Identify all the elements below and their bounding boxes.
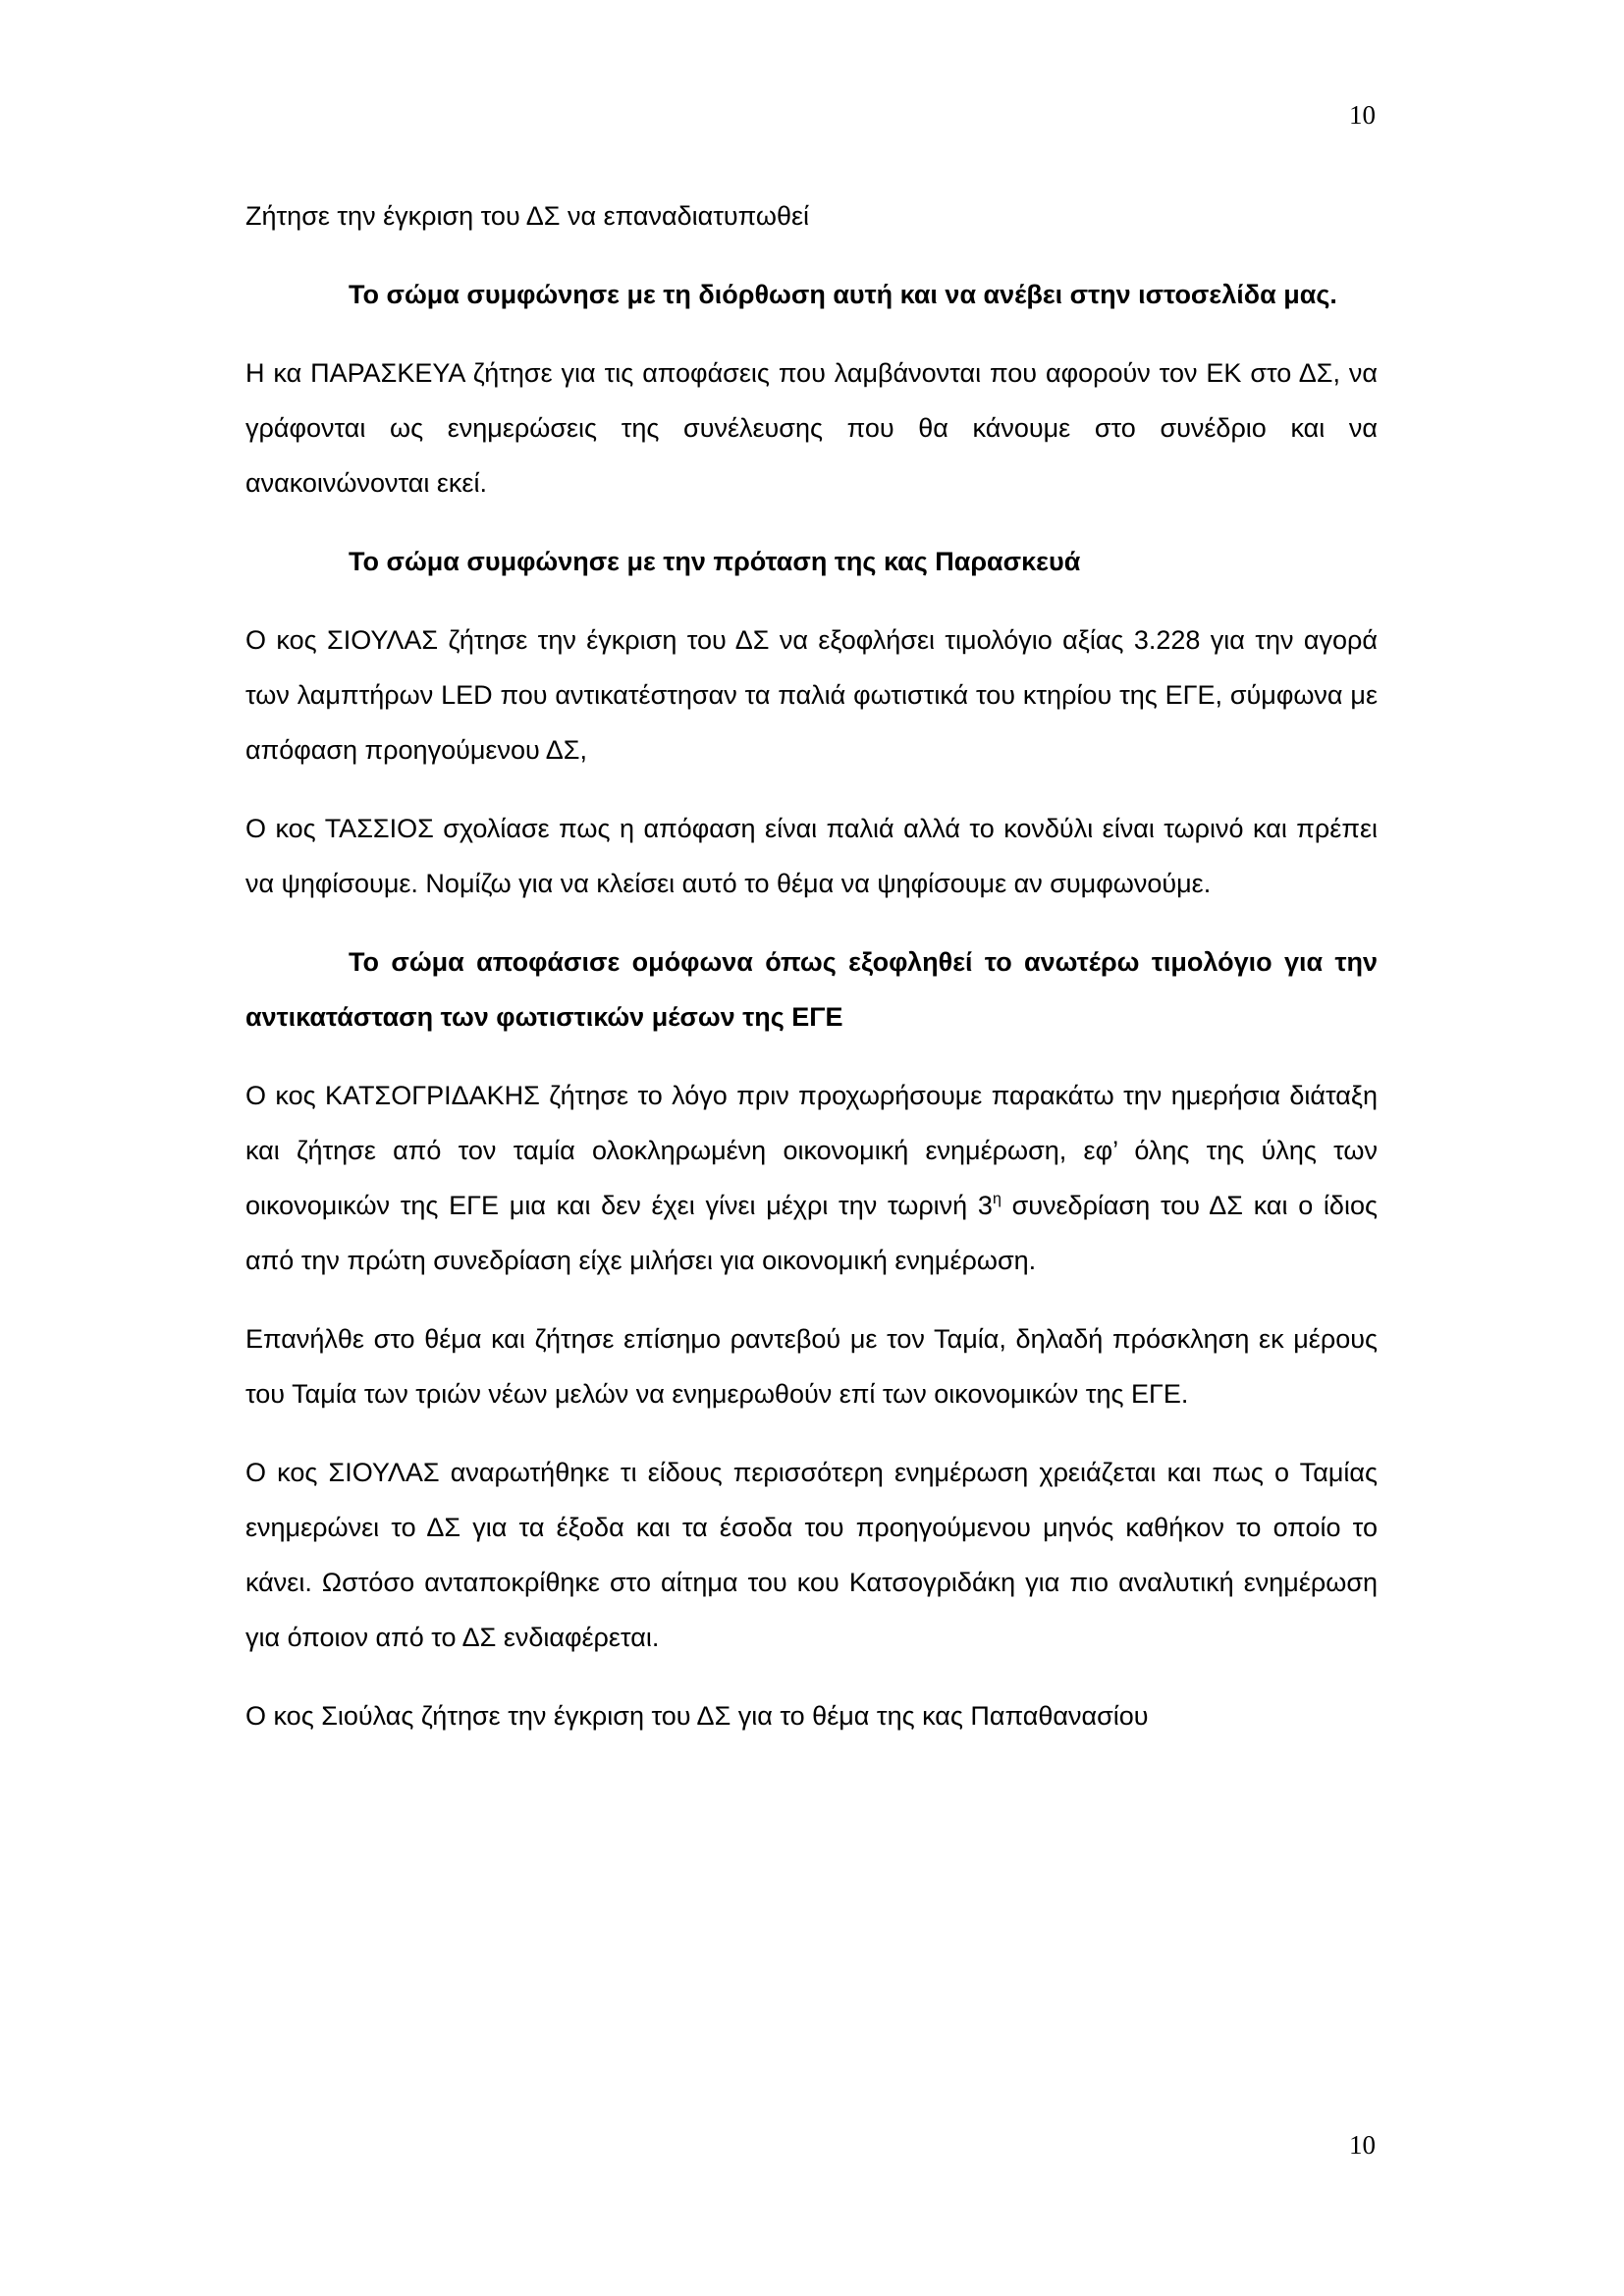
paragraph-tassios-comment: Ο κος ΤΑΣΣΙΟΣ σχολίασε πως η απόφαση είναι παλιά αλλά το κονδύλι είναι τωρινό και πρέπει να ψηφίσουμε. Νομίζω για να κλείσει αυτό το θέμα να ψηφίσουμε αν συμφωνούμε. (245, 814, 1378, 898)
page-number-bottom: 10 (1349, 2130, 1376, 2160)
paragraph-request-rewording: Ζήτησε την έγκριση του ΔΣ να επαναδιατυπωθεί (245, 201, 810, 231)
document-body (245, 188, 1378, 1767)
paragraph-sioulas-response: Ο κος ΣΙΟΥΛΑΣ αναρωτήθηκε τι είδους περισσότερη ενημέρωση χρειάζεται και πως ο Ταμίας ενημερώνει το ΔΣ για τα έξοδα και τα έσοδα του προηγούμενου μηνός καθήκον το οποίο το κάνει. Ωστόσο ανταποκρίθηκε στο αίτημα του κου Κατσογριδάκη για πιο αναλυτική ενημέρωση για όποιον από το ΔΣ ενδιαφέρεται. (245, 1458, 1378, 1652)
paragraph-sioulas-invoice: Ο κος ΣΙΟΥΛΑΣ ζήτησε την έγκριση του ΔΣ να εξοφλήσει τιμολόγιο αξίας 3.228 για την αγορά των λαμπτήρων LED που αντικατέστησαν τα παλιά φωτιστικά του κτηρίου της ΕΓΕ, σύμφωνα με απόφαση προηγούμενου ΔΣ, (245, 625, 1378, 765)
superscript-ordinal: η (992, 1191, 1001, 1207)
page-number-top: 10 (1349, 100, 1376, 130)
paragraph-katsogridakis-request (245, 1068, 1378, 1288)
paragraph-treasurer-meeting: Επανήλθε στο θέμα και ζήτησε επίσημο ραντεβού με τον Ταμία, δηλαδή πρόσκληση εκ μέρους του Ταμία των τριών νέων μελών να ενημερωθούν επί των οικονομικών της ΕΓΕ. (245, 1324, 1378, 1409)
paragraph-papathanasiou-matter: Ο κος Σιούλας ζήτησε την έγκριση του ΔΣ για το θέμα της κας Παπαθανασίου (245, 1701, 1149, 1731)
paragraph-paraskeva-proposal: Η κα ΠΑΡΑΣΚΕΥΑ ζήτησε για τις αποφάσεις που λαμβάνονται που αφορούν τον ΕΚ στο ΔΣ, να γράφονται ως ενημερώσεις της συνέλευσης που θα κάνουμε στο συνέδριο και να ανακοινώνονται εκεί. (245, 358, 1378, 498)
paragraph-text-before: Ο κος ΚΑΤΣΟΓΡΙΔΑΚΗΣ ζήτησε το λόγο πριν προχωρήσουμε παρακάτω την ημερήσια διάταξη και ζήτησε από τον ταμία ολοκληρωμένη οικονομική ενημέρωση, εφ’ όλης της ύλης των οικονομικών της ΕΓΕ μια και δεν έχει γίνει μέχρι την τωρινή 3 (245, 1081, 1378, 1220)
decision-invoice-payment: Το σώμα αποφάσισε ομόφωνα όπως εξοφληθεί το ανωτέρω τιμολόγιο για την αντικατάσταση των φωτιστικών μέσων της ΕΓΕ (245, 947, 1378, 1032)
paragraph-text-after: συνεδρίαση του ΔΣ και ο ίδιος από την πρώτη συνεδρίαση είχε μιλήσει για οικονομική ενημέρωση. (245, 1191, 1378, 1275)
decision-website-correction: Το σώμα συμφώνησε με τη διόρθωση αυτή και να ανέβει στην ιστοσελίδα μας. (349, 280, 1337, 309)
decision-paraskeva-proposal: Το σώμα συμφώνησε με την πρόταση της κας Παρασκευά (349, 547, 1081, 576)
